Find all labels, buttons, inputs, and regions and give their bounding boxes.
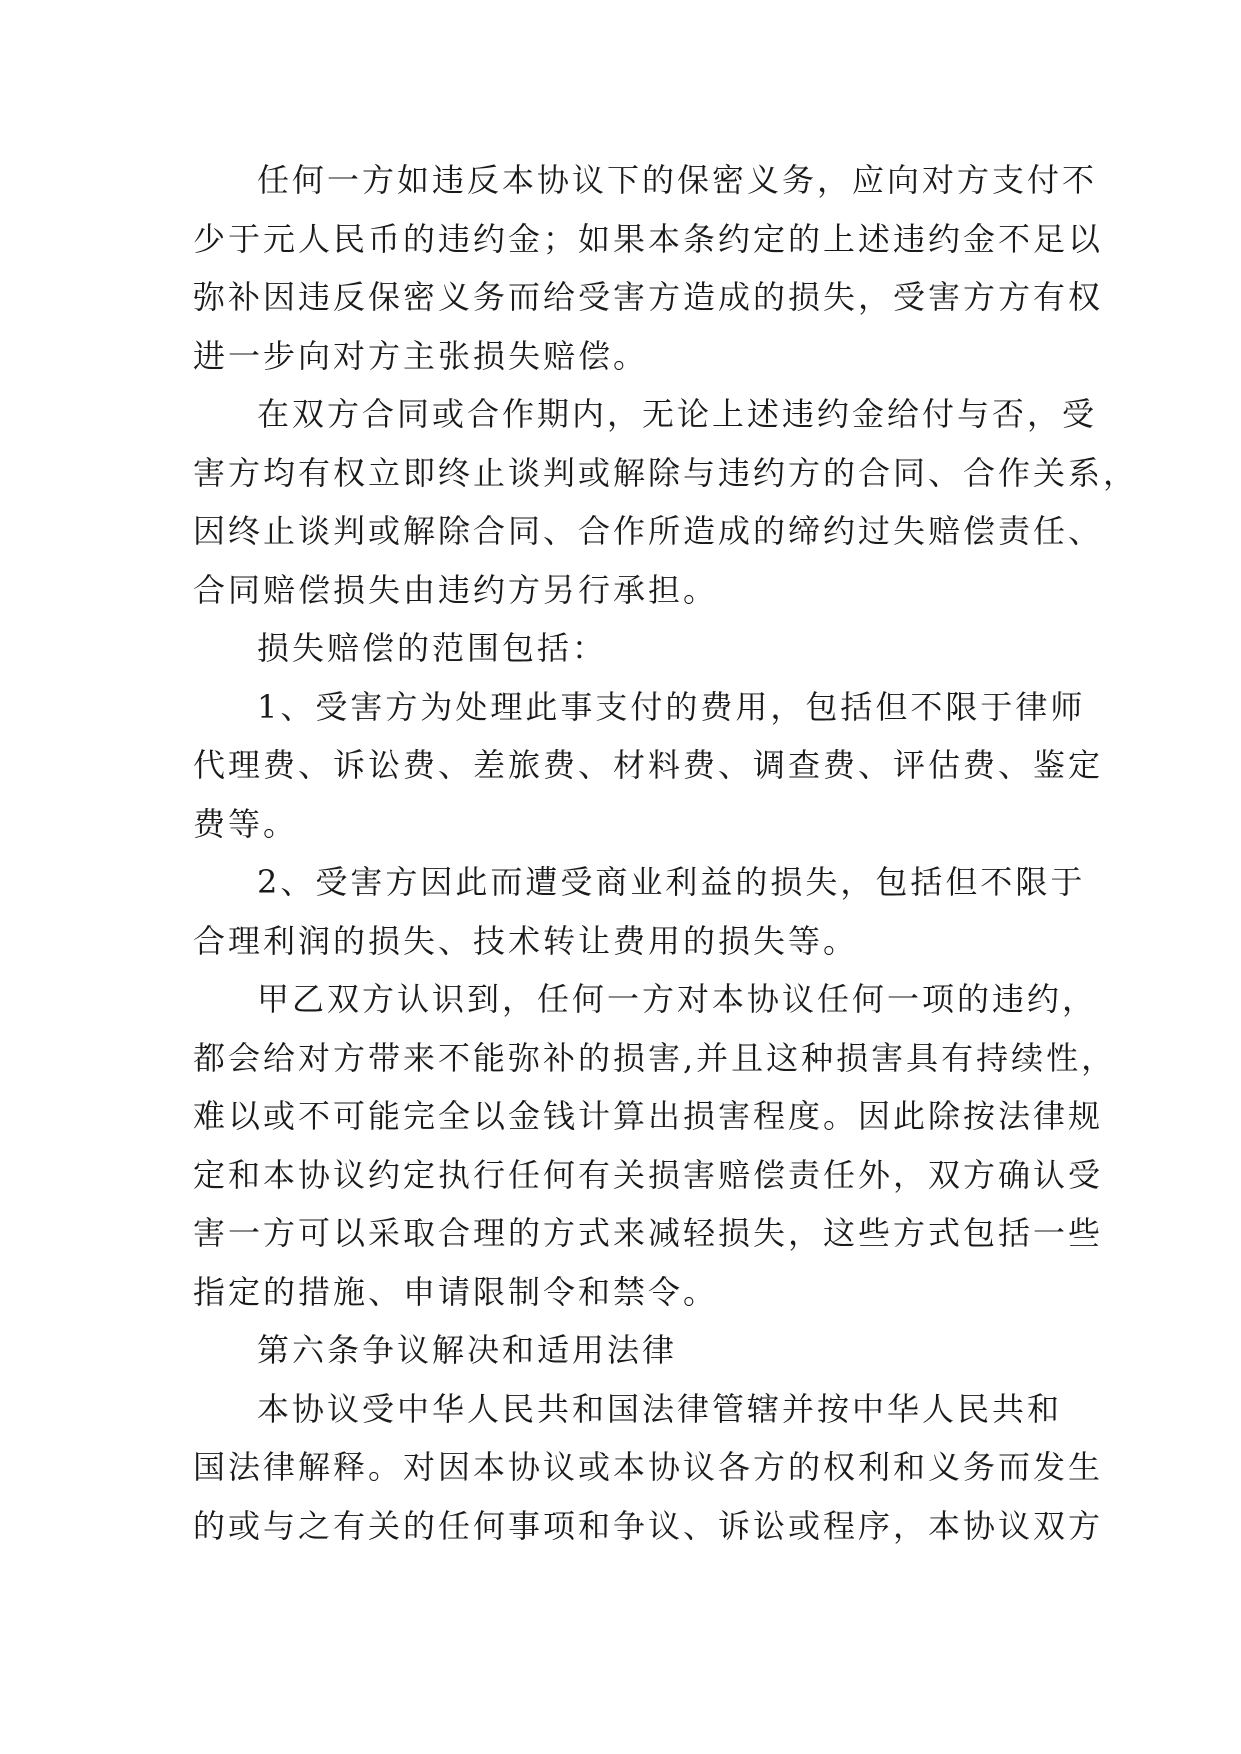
text-line: 合理利润的损失、技术转让费用的损失等。 [193,921,859,960]
text-line: 害方均有权立即终止谈判或解除与违约方的合同、合作关系， [193,453,1139,492]
text-line: 的或与之有关的任何事项和争议、诉讼或程序，本协议双方 [193,1506,1104,1545]
text-line: 第六条争议解决和适用法律 [257,1331,678,1369]
text-line: 害一方可以采取合理的方式来减轻损失，这些方式包括一些 [193,1214,1104,1252]
paragraph-item-2 [193,853,1086,970]
text-line: 2、受害方因此而遭受商业利益的损失，包括但不限于 [257,863,1086,901]
paragraph-governing-law [193,1380,1104,1556]
text-line: 在双方合同或合作期内，无论上述违约金给付与否，受 [257,395,1098,433]
text-line: 甲乙双方认识到，任何一方对本协议任何一项的违约， [257,980,1098,1018]
text-line: 损失赔偿的范围包括： [257,629,608,667]
text-line: 因终止谈判或解除合同、合作所造成的缔约过失赔偿责任、 [193,512,1104,550]
text-line: 都会给对方带来不能弥补的损害,并且这种损害具有持续性， [193,1038,1117,1077]
text-line: 难以或不可能完全以金钱计算出损害程度。因此除按法律规 [193,1097,1104,1135]
paragraph-damages-scope [193,619,1075,678]
text-line: 代理费、诉讼费、差旅费、材料费、调查费、评估费、鉴定 [193,746,1104,784]
text-line: 弥补因违反保密义务而给受害方造成的损失，受害方方有权 [193,278,1104,316]
text-line: 任何一方如违反本协议下的保密义务，应向对方支付不 [257,161,1098,199]
paragraph-item-1 [193,678,1104,854]
text-line: 进一步向对方主张损失赔偿。 [193,336,649,375]
text-line: 少于元人民币的违约金；如果本条约定的上述违约金不足以 [193,219,1104,258]
text-line: 国法律解释。对因本协议或本协议各方的权利和义务而发生 [193,1448,1104,1486]
text-line: 1、受害方为处理此事支付的费用，包括但不限于律师 [257,687,1086,726]
paragraph-termination-right [193,385,1139,619]
text-line: 合同赔偿损失由违约方另行承担。 [193,570,719,609]
text-line: 定和本协议约定执行任何有关损害赔偿责任外，双方确认受 [193,1155,1104,1194]
paragraph-irreparable-harm [193,970,1117,1321]
paragraph-confidentiality-breach [193,151,1104,385]
text-line: 本协议受中华人民共和国法律管辖并按中华人民共和 [257,1389,1063,1428]
text-line: 费等。 [193,804,299,843]
section-heading-article-6 [193,1321,1075,1380]
text-line: 指定的措施、申请限制令和禁令。 [193,1272,719,1311]
document-body [193,151,1139,1555]
